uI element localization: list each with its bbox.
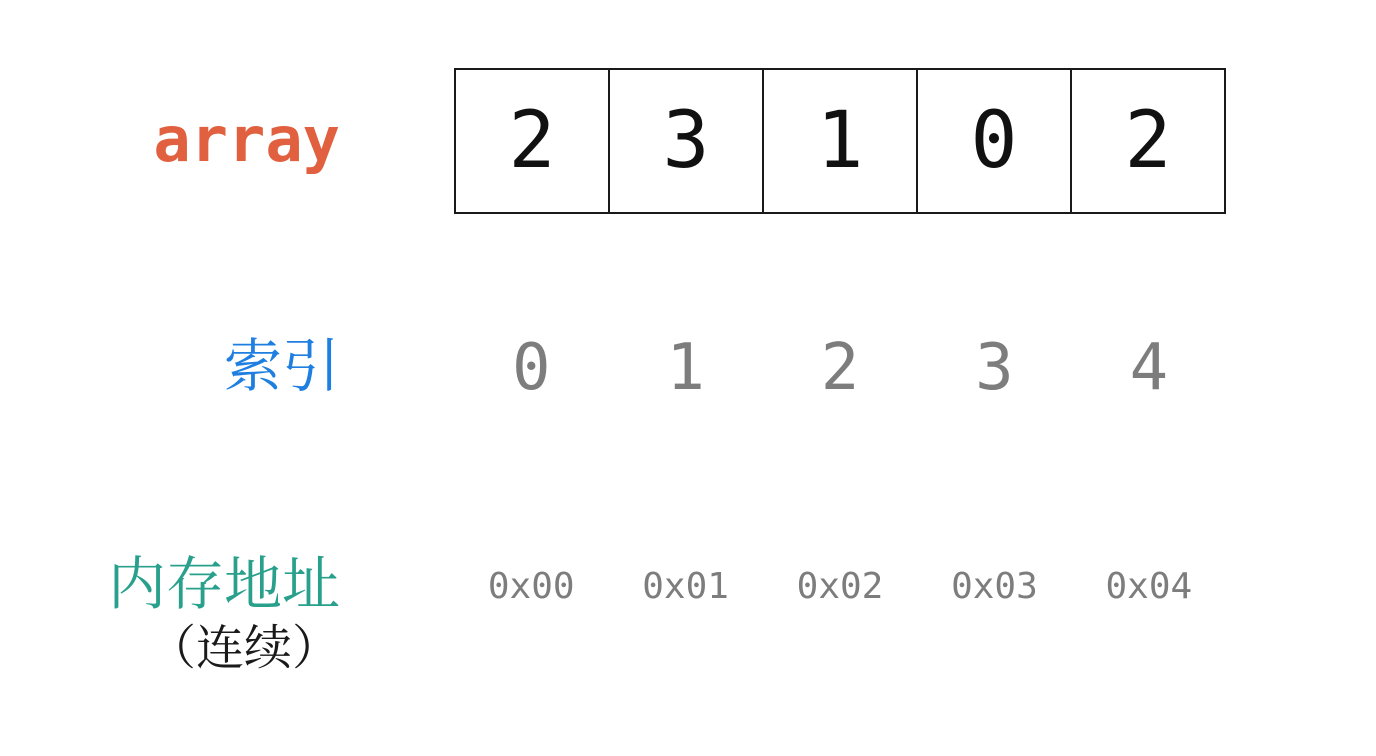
address-value: 0x04 bbox=[1105, 566, 1193, 607]
index-value: 3 bbox=[975, 331, 1014, 405]
index-value: 2 bbox=[820, 331, 860, 405]
index-value: 1 bbox=[666, 331, 705, 405]
address-row bbox=[454, 562, 1226, 612]
address-value: 0x03 bbox=[951, 566, 1038, 607]
array-cell: 0 bbox=[918, 70, 1072, 212]
address-value: 0x01 bbox=[642, 566, 729, 607]
memory-address-label: 内存地址 bbox=[107, 550, 340, 618]
address-value: 0x02 bbox=[796, 566, 884, 607]
memory-contiguous-label: （连续） bbox=[147, 620, 340, 676]
array-label: array bbox=[153, 103, 340, 176]
address-value: 0x00 bbox=[487, 566, 575, 607]
index-row bbox=[454, 330, 1226, 406]
index-value: 4 bbox=[1129, 331, 1169, 405]
array-cell: 1 bbox=[764, 70, 918, 212]
array-box bbox=[454, 68, 1226, 214]
array-cell: 2 bbox=[456, 70, 610, 212]
array-cell: 2 bbox=[1124, 96, 1172, 186]
index-label: 索引 bbox=[223, 332, 340, 400]
index-value: 0 bbox=[511, 331, 551, 405]
array-cell: 3 bbox=[610, 70, 764, 212]
